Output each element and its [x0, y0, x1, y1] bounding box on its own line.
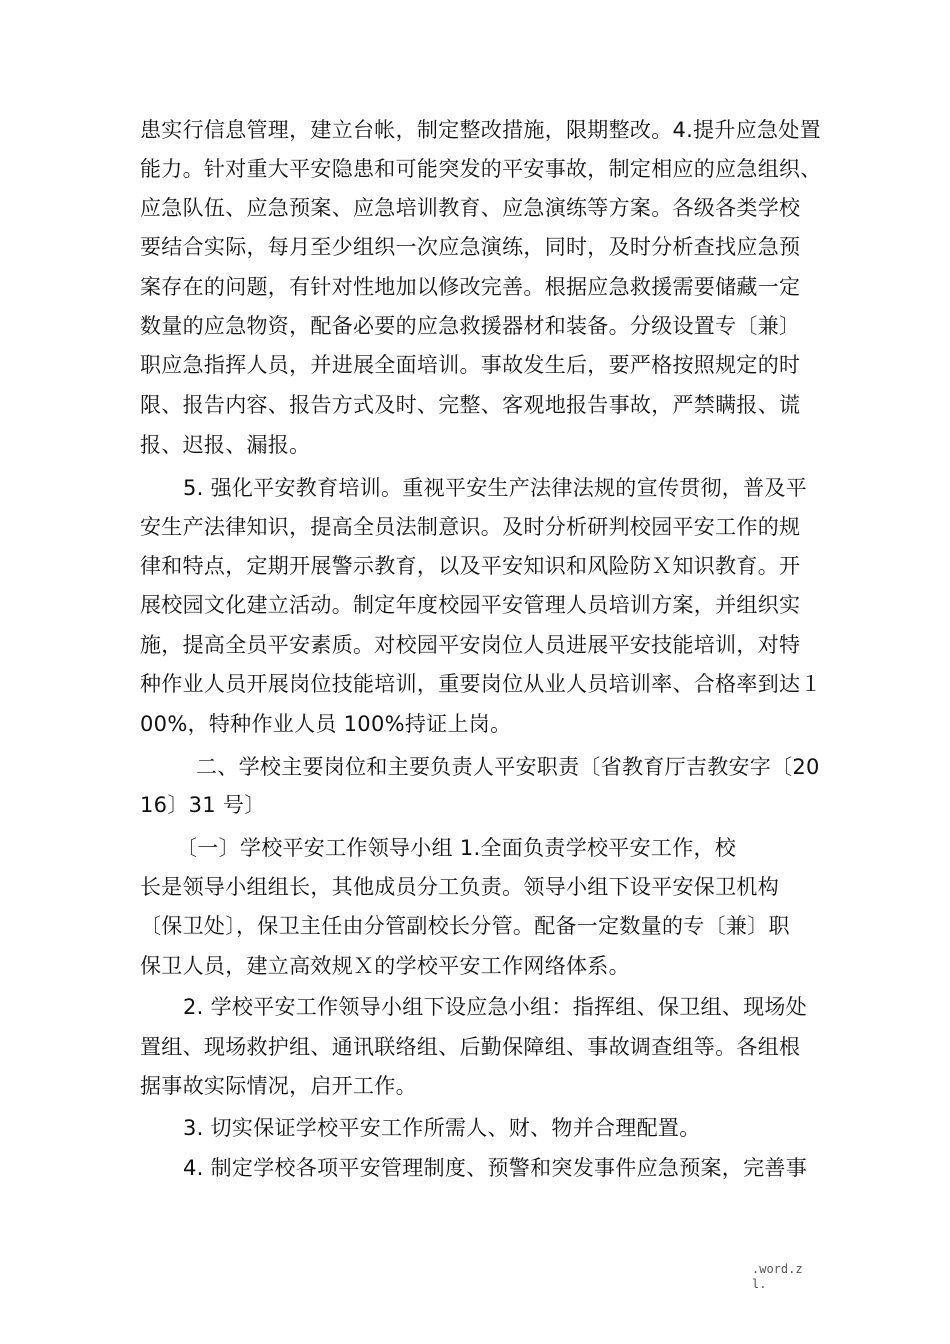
text-line: 3. 切实保证学校平安工作所需人、财、物并合理配置。	[183, 1116, 701, 1140]
text-line: 种作业人员开展岗位技能培训，重要岗位从业人员培训率、合格率到达１	[140, 672, 822, 696]
text-line: 职应急指挥人员，并进展全面培训。事故发生后，要严格按照规定的时	[140, 353, 801, 377]
text-line: 要结合实际，每月至少组织一次应急演练，同时，及时分析查找应急预	[140, 235, 801, 259]
text-line: 施，提高全员平安素质。对校园平安岗位人员进展平安技能培训，对特	[140, 633, 801, 657]
text-line: 置组、现场救护组、通讯联络组、后勤保障组、事故调查组等。各组根	[140, 1035, 801, 1059]
footer-line: l.	[752, 1277, 767, 1291]
text-line: 患实行信息管理，建立台帐，制定整改措施，限期整改。4.提升应急处置	[140, 118, 821, 142]
text-line: 应急队伍、应急预案、应急培训教育、应急演练等方案。各级各类学校	[140, 196, 801, 220]
text-line: 展校园文化建立活动。制定年度校园平安管理人员培训方案，并组织实	[140, 593, 801, 617]
text-line: 律和特点，定期开展警示教育，以及平安知识和风险防Ｘ知识教育。开	[140, 554, 801, 578]
text-line: 限、报告内容、报告方式及时、完整、客观地报告事故，严禁瞒报、谎	[140, 393, 801, 417]
text-line: 保卫人员，建立高效规Ｘ的学校平安工作网络体系。	[140, 954, 630, 978]
text-line: 案存在的问题，有针对性地加以修改完善。根据应急救援需要储藏一定	[140, 275, 801, 299]
text-line: 〔保卫处〕，保卫主任由分管副校长分管。配备一定数量的专〔兼〕职	[140, 914, 790, 938]
section-heading: 二、学校主要岗位和主要负责人平安职责〔省教育厅吉教安字〔20	[196, 755, 820, 779]
text-line: 〔一〕学校平安工作领导小组 1.全面负责学校平安工作，校	[176, 836, 737, 860]
text-line: 5. 强化平安教育培训。重视平安生产法律法规的宣传贯彻，普及平	[183, 476, 808, 500]
page-footer	[752, 1262, 803, 1292]
text-line: 数量的应急物资，配备必要的应急救援器材和装备。分级设置专〔兼〕	[140, 314, 801, 338]
footer-line: .word.z	[752, 1262, 803, 1276]
text-line: 长是领导小组组长，其他成员分工负责。领导小组下设平安保卫机构	[140, 875, 779, 899]
text-line: 安生产法律知识，提高全员法制意识。及时分析研判校园平安工作的规	[140, 515, 801, 539]
text-line: 报、迟报、漏报。	[140, 433, 311, 457]
text-line: 据事故实际情况，启开工作。	[140, 1074, 417, 1098]
section-heading: 16〕31 号〕	[140, 793, 266, 817]
text-line: 能力。针对重大平安隐患和可能突发的平安事故，制定相应的应急组织、	[140, 157, 822, 181]
text-line: 4. 制定学校各项平安管理制度、预警和突发事件应急预案，完善事	[183, 1156, 808, 1180]
text-line: 2. 学校平安工作领导小组下设应急小组：指挥组、保卫组、现场处	[183, 995, 808, 1019]
text-line: 00%，特种作业人员 100%持证上岗。	[140, 712, 512, 736]
